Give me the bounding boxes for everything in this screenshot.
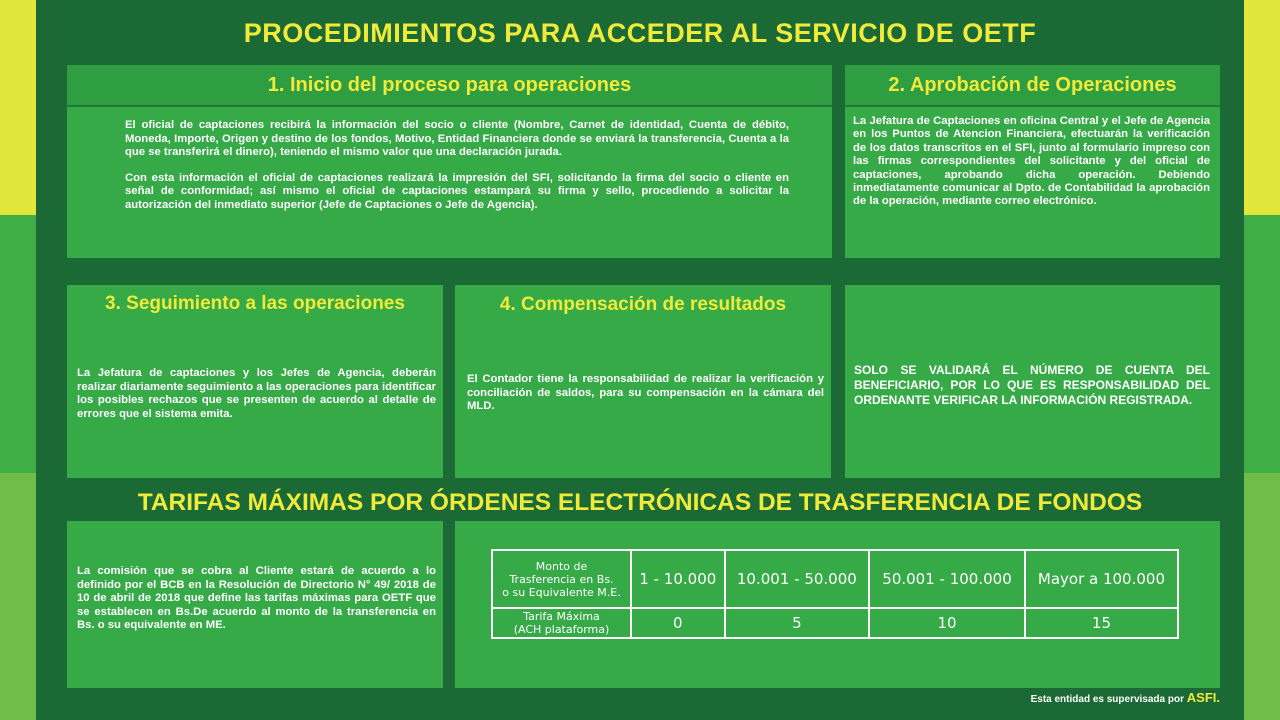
footer	[1031, 690, 1220, 705]
table-cell-range: 50.001 - 100.000	[869, 550, 1025, 608]
section-aviso	[845, 285, 1220, 478]
label-line: Tarifa Máxima	[523, 610, 600, 623]
tarifas-title: TARIFAS MÁXIMAS POR ÓRDENES ELECTRÓNICAS DE TRASFERENCIA DE FONDOS	[137, 489, 1143, 516]
section-aprobacion	[845, 65, 1220, 258]
section-seguimiento-body: La Jefatura de captaciones y los Jefes de Agencia, deberán realizar diariamente seguimiento a las operaciones para identificar los posibles rechazos que se presenten de acuerdo al detalle de errores que el sistema emita.	[77, 367, 436, 420]
footer-brand: ASFI.	[1186, 690, 1220, 705]
tarifas-table-card	[455, 521, 1220, 688]
section-inicio	[67, 65, 832, 258]
right-stripe-green	[1244, 215, 1280, 473]
table-cell-fee: 15	[1025, 608, 1178, 638]
table-cell-fee: 10	[869, 608, 1025, 638]
table-cell-range: Mayor a 100.000	[1025, 550, 1178, 608]
section-seguimiento	[67, 285, 443, 478]
left-stripe-yellow	[0, 0, 36, 215]
table-cell-range: 1 - 10.000	[631, 550, 725, 608]
section-aprobacion-body: La Jefatura de Captaciones en oficina Central y el Jefe de Agencia en los Puntos de Atencion Financiera, efectuarán la verificación de los datos transcritos en el SFI, junto al formulario impreso con las firmas correspondientes del solicitante y del oficial de captaciones, aprobando dicha operación. Debiendo inmediatamente comunicar al Dpto. de Contabilidad la aprobación de la operación, mediante correo electrónico.	[853, 115, 1210, 208]
table-cell-fee: 0	[631, 608, 725, 638]
section-inicio-paragraph-2: Con esta información el oficial de captaciones realizará la impresión del SFI, solicitando la firma del socio o cliente en señal de conformidad; así mismo el oficial de captaciones estampará su firma y sello, procediendo a solicitar la autorización del inmediato superior (Jefe de Captaciones o Jefe de Agencia).	[125, 171, 789, 211]
section-seguimiento-heading: 3. Seguimiento a las operaciones	[105, 293, 405, 314]
tarifas-row-fees-label	[492, 608, 631, 638]
tarifas-row-montos-label	[492, 550, 631, 608]
section-compensacion	[455, 285, 831, 478]
tarifas-row-fees	[492, 608, 1178, 638]
tarifas-row-montos	[492, 550, 1178, 608]
left-stripe-lightgreen	[0, 473, 36, 720]
section-inicio-heading: 1. Inicio del proceso para operaciones	[67, 65, 832, 107]
section-compensacion-heading: 4. Compensación de resultados	[499, 294, 787, 315]
section-aprobacion-heading: 2. Aprobación de Operaciones	[845, 65, 1220, 107]
right-stripe-lightgreen	[1244, 473, 1280, 720]
section-aviso-body: SOLO SE VALIDARÁ EL NÚMERO DE CUENTA DEL BENEFICIARIO, POR LO QUE ES RESPONSABILIDAD DEL ORDENANTE VERIFICAR LA INFORMACIÓN REGISTRADA.	[854, 363, 1210, 407]
table-cell-range: 10.001 - 50.000	[725, 550, 870, 608]
page-title: PROCEDIMIENTOS PARA ACCEDER AL SERVICIO DE OETF	[243, 18, 1037, 48]
tarifas-description-card	[67, 521, 443, 688]
table-cell-fee: 5	[725, 608, 870, 638]
footer-text: Esta entidad es supervisada por	[1030, 694, 1184, 705]
right-stripe-yellow	[1244, 0, 1280, 215]
section-inicio-body	[125, 119, 789, 213]
tarifas-description: La comisión que se cobra al Cliente estará de acuerdo a lo definido por el BCB en la Resolución de Directorio N° 49/ 2018 de 10 de abril de 2018 que define las tarifas máximas para OETF que se establecen en Bs.De acuerdo al monto de la transferencia en Bs. o su equivalente en ME.	[77, 565, 436, 632]
section-inicio-paragraph-1: El oficial de captaciones recibirá la información del socio o cliente (Nombre, Carnet de identidad, Cuenta de débito, Moneda, Importe, Origen y destino de los fondos, Motivo, Entidad Financiera donde se enviará la transferencia, Cuenta a la que se transferirá el dinero), teniendo el mismo valor que una declaración jurada.	[125, 119, 789, 159]
label-line: (ACH plataforma)	[513, 623, 610, 636]
section-compensacion-body: El Contador tiene la responsabilidad de realizar la verificación y conciliación de saldos, para su compensación en la cámara del MLD.	[467, 373, 824, 413]
label-line: Trasferencia en Bs.	[509, 572, 614, 586]
label-line: Monto de	[535, 559, 588, 573]
tarifas-table	[491, 549, 1179, 639]
left-stripe-green	[0, 215, 36, 473]
label-line: o su Equivalente M.E.	[502, 585, 621, 599]
